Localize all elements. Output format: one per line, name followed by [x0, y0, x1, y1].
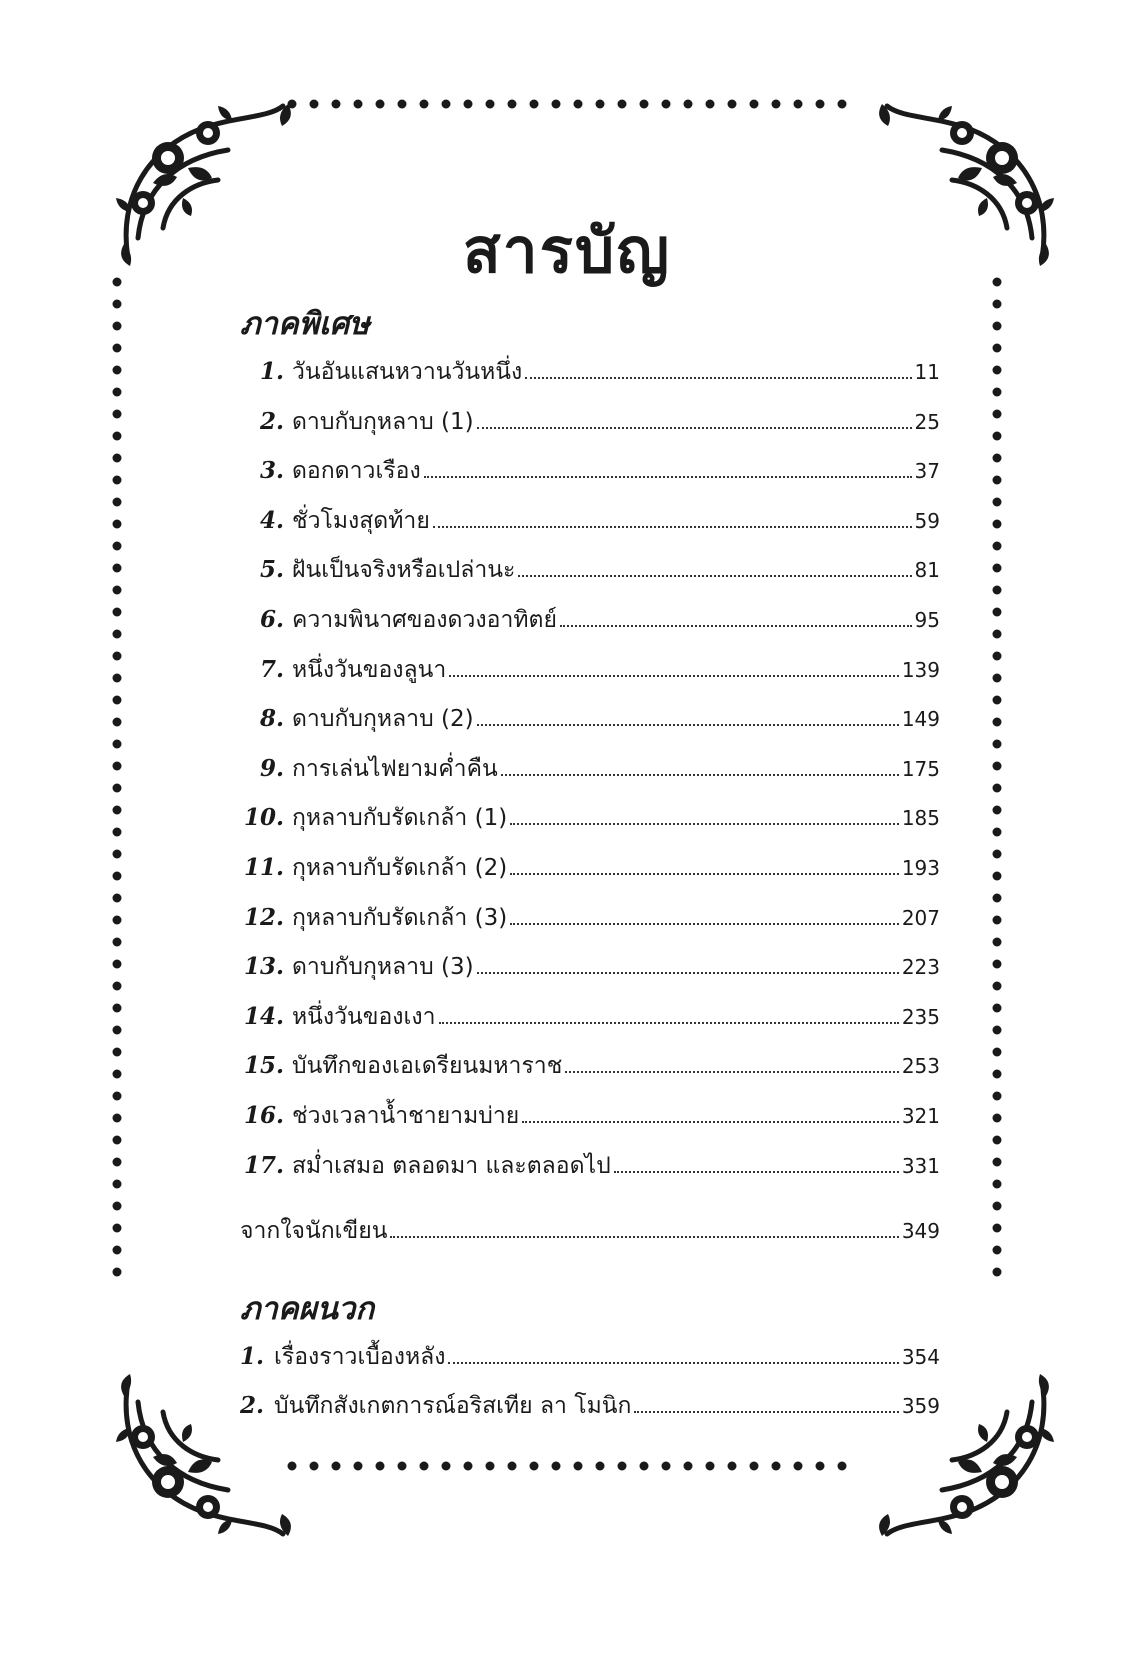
toc-entry-number: 1.	[240, 1342, 265, 1370]
frame-dot	[993, 344, 1002, 353]
dot-leader	[424, 475, 912, 478]
toc-entry-title: หนึ่งวันของเงา	[292, 1003, 436, 1030]
frame-dot	[993, 1048, 1002, 1057]
toc-entry-number: 17.	[243, 1151, 284, 1179]
toc-entry-page: 37	[914, 459, 940, 484]
frame-dot	[993, 410, 1002, 419]
frame-dot	[113, 740, 122, 749]
frame-dot	[113, 872, 122, 881]
toc-entry-page: 185	[901, 806, 940, 831]
frame-dot	[113, 1070, 122, 1079]
frame-dot	[993, 850, 1002, 859]
frame-dot	[993, 740, 1002, 749]
frame-dot	[993, 938, 1002, 947]
frame-dot	[662, 100, 671, 109]
frame-dot	[486, 100, 495, 109]
frame-dot	[310, 1462, 319, 1471]
frame-dot	[376, 1462, 385, 1471]
frame-dot	[310, 100, 319, 109]
toc-entry[interactable]	[240, 652, 940, 702]
toc-entry-number: 16.	[243, 1101, 284, 1129]
frame-dot	[113, 630, 122, 639]
toc-entry-title: กุหลาบกับรัดเกล้า (1)	[292, 805, 508, 832]
toc-entry-number: 5.	[259, 556, 284, 584]
toc-entry-title: วันอันแสนหวานวันหนึ่ง	[292, 359, 523, 385]
toc-entry[interactable]	[240, 999, 940, 1049]
frame-dot	[574, 100, 583, 109]
frame-dot	[464, 100, 473, 109]
frame-dot	[993, 806, 1002, 815]
dot-leader	[477, 971, 899, 974]
frame-dot	[113, 410, 122, 419]
frame-dot	[113, 1026, 122, 1035]
frame-dot	[772, 1462, 781, 1471]
frame-dot	[113, 586, 122, 595]
dot-leader	[510, 922, 899, 925]
frame-dot	[816, 1462, 825, 1471]
toc-entry[interactable]	[240, 751, 940, 801]
frame-dot	[420, 1462, 429, 1471]
dot-leader	[390, 1235, 898, 1238]
frame-dot	[113, 542, 122, 551]
toc-entry-page: 139	[901, 657, 940, 682]
toc-entry-title: ดาบกับกุหลาบ (2)	[292, 706, 474, 733]
frame-dot	[486, 1462, 495, 1471]
frame-dot	[113, 1136, 122, 1145]
frame-dot	[113, 1114, 122, 1123]
frame-dot	[113, 1158, 122, 1167]
toc-entry-title: บันทึกสังเกตการณ์อริสเทีย ลา โมนิก	[274, 1393, 632, 1420]
frame-dot	[993, 1114, 1002, 1123]
frame-dot	[993, 696, 1002, 705]
toc-entry-number: 3.	[259, 457, 284, 485]
toc-entry-number: 9.	[259, 754, 284, 782]
frame-dot	[993, 718, 1002, 727]
page-title: สารบัญ	[462, 213, 672, 287]
frame-dot	[838, 1462, 847, 1471]
frame-dot	[530, 1462, 539, 1471]
frame-dot	[750, 100, 759, 109]
frame-dot	[993, 1004, 1002, 1013]
dot-leader	[449, 674, 899, 677]
frame-dot	[838, 100, 847, 109]
frame-dot	[993, 762, 1002, 771]
frame-dot	[113, 564, 122, 573]
dot-leader	[433, 525, 912, 528]
frame-dot	[993, 1180, 1002, 1189]
dot-leader	[560, 624, 912, 627]
frame-dot	[728, 100, 737, 109]
frame-dot	[993, 1224, 1002, 1233]
toc-entry-number: 7.	[259, 655, 284, 683]
frame-dot	[113, 982, 122, 991]
special-section-list	[240, 354, 940, 1263]
frame-dot	[993, 916, 1002, 925]
frame-dot	[508, 100, 517, 109]
dot-leader	[518, 574, 911, 577]
frame-dot	[332, 1462, 341, 1471]
frame-dot	[398, 100, 407, 109]
frame-dot	[993, 300, 1002, 309]
frame-dot	[993, 498, 1002, 507]
frame-dot	[706, 1462, 715, 1471]
frame-dot	[618, 1462, 627, 1471]
frame-dot	[993, 454, 1002, 463]
frame-dot	[113, 850, 122, 859]
toc-entry-title: ดอกดาวเรือง	[292, 458, 421, 485]
frame-dot	[113, 498, 122, 507]
frame-dot	[113, 1246, 122, 1255]
toc-entry-number: 2.	[259, 407, 284, 435]
toc-entry-page: 349	[901, 1219, 940, 1244]
frame-dot	[993, 520, 1002, 529]
toc-entry-page: 354	[901, 1344, 940, 1369]
toc-entry[interactable]	[240, 949, 940, 999]
toc-entry-title: กุหลาบกับรัดเกล้า (3)	[292, 904, 508, 931]
toc-entry-title: ฝันเป็นจริงหรือเปล่านะ	[292, 557, 516, 584]
frame-dot	[993, 1136, 1002, 1145]
frame-dot	[113, 1048, 122, 1057]
toc-entry-title: ดาบกับกุหลาบ (1)	[292, 408, 474, 435]
toc-entry[interactable]	[240, 1148, 940, 1198]
frame-dot	[113, 696, 122, 705]
toc-entry-page: 235	[901, 1004, 940, 1029]
toc-entry-number: 10.	[243, 804, 284, 832]
frame-dot	[993, 542, 1002, 551]
dot-leader	[448, 1361, 898, 1364]
frame-dot	[706, 100, 715, 109]
toc-entry-number: 15.	[243, 1052, 284, 1080]
toc-entry[interactable]	[240, 1339, 940, 1389]
frame-dot	[113, 366, 122, 375]
toc-entry-page: 25	[914, 409, 940, 434]
frame-dot	[596, 1462, 605, 1471]
frame-dot	[113, 300, 122, 309]
frame-dot	[993, 1092, 1002, 1101]
toc-entry-page: 81	[914, 558, 940, 583]
frame-dot	[993, 872, 1002, 881]
frame-dot	[662, 1462, 671, 1471]
frame-dot	[816, 100, 825, 109]
toc-entry-number: 11.	[243, 853, 284, 881]
frame-dot	[993, 784, 1002, 793]
frame-dot	[113, 1180, 122, 1189]
frame-dot	[794, 1462, 803, 1471]
dot-leader	[565, 1070, 898, 1073]
toc-entry-title: ความพินาศของดวงอาทิตย์	[292, 606, 557, 633]
frame-dot	[993, 608, 1002, 617]
section-heading-appendix: ภาคผนวก	[240, 1290, 375, 1327]
frame-dot	[442, 1462, 451, 1471]
frame-dot	[113, 322, 122, 331]
frame-dot	[113, 718, 122, 727]
frame-dot	[993, 894, 1002, 903]
toc-entry-number: 8.	[259, 705, 284, 733]
frame-dot	[113, 476, 122, 485]
toc-entry-title: การเล่นไฟยามค่ำคืน	[292, 755, 498, 782]
frame-dot	[993, 366, 1002, 375]
section-heading-special: ภาคพิเศษ	[240, 306, 370, 342]
frame-dot	[354, 100, 363, 109]
frame-dot	[354, 1462, 363, 1471]
frame-dot	[794, 100, 803, 109]
toc-entry-number: 1.	[259, 358, 284, 385]
frame-dot	[113, 894, 122, 903]
dot-leader	[510, 822, 899, 825]
toc-entry-page: 175	[901, 756, 940, 781]
frame-dot	[113, 652, 122, 661]
frame-dot	[993, 1070, 1002, 1079]
dot-leader	[477, 426, 912, 429]
toc-entry[interactable]	[240, 1048, 940, 1098]
frame-dot	[993, 960, 1002, 969]
toc-entry[interactable]	[240, 1098, 940, 1148]
toc-entry-page: 359	[901, 1394, 940, 1419]
dot-leader	[614, 1170, 899, 1173]
frame-dot	[993, 564, 1002, 573]
dot-leader	[501, 773, 899, 776]
spacer	[240, 1197, 940, 1213]
toc-entry[interactable]	[240, 503, 940, 553]
toc-entry-title: ชั่วโมงสุดท้าย	[292, 507, 430, 534]
toc-entry-number: 4.	[259, 506, 284, 534]
frame-dot	[332, 100, 341, 109]
frame-dot	[640, 100, 649, 109]
toc-entry-number: 14.	[243, 1002, 284, 1030]
toc-entry[interactable]	[240, 1388, 940, 1438]
frame-dot	[420, 100, 429, 109]
dot-leader	[522, 1120, 899, 1123]
frame-dot	[508, 1462, 517, 1471]
frame-dot	[574, 1462, 583, 1471]
toc-entry-title: สม่ำเสมอ ตลอดมา และตลอดไป	[292, 1152, 611, 1179]
frame-dot	[113, 916, 122, 925]
dot-leader	[439, 1021, 899, 1024]
dot-leader	[634, 1410, 898, 1413]
frame-dot	[993, 630, 1002, 639]
frame-dot	[113, 1004, 122, 1013]
appendix-section	[240, 1285, 940, 1438]
toc-entry-title: กุหลาบกับรัดเกล้า (2)	[292, 854, 508, 881]
toc-entry[interactable]	[240, 453, 940, 503]
toc-entry[interactable]	[240, 354, 940, 404]
toc-entry-number: 13.	[243, 953, 284, 981]
frame-dot	[993, 432, 1002, 441]
toc-entry[interactable]	[240, 701, 940, 751]
frame-dot	[376, 100, 385, 109]
toc-entry-number: 2.	[240, 1392, 265, 1420]
frame-dot	[993, 1268, 1002, 1277]
frame-dot	[113, 608, 122, 617]
frame-dot	[113, 828, 122, 837]
frame-dot	[750, 1462, 759, 1471]
toc-entry[interactable]	[240, 602, 940, 652]
frame-dot	[993, 476, 1002, 485]
toc-entry-title: ช่วงเวลาน้ำชายามบ่าย	[292, 1102, 520, 1129]
toc-entry-title: จากใจนักเขียน	[240, 1218, 388, 1245]
toc-entry-page: 253	[901, 1054, 940, 1079]
frame-dot	[552, 1462, 561, 1471]
frame-dot	[993, 1202, 1002, 1211]
toc-entry-afterword[interactable]	[240, 1213, 940, 1263]
toc-entry-number: 6.	[259, 605, 284, 633]
frame-dot	[728, 1462, 737, 1471]
toc-entry-page: 11	[914, 360, 940, 384]
frame-dot	[398, 1462, 407, 1471]
toc-entry-page: 331	[901, 1153, 940, 1178]
toc-entry[interactable]	[240, 552, 940, 602]
frame-dot	[530, 100, 539, 109]
frame-dot	[113, 806, 122, 815]
toc-entry-title: ดาบกับกุหลาบ (3)	[292, 954, 474, 981]
frame-dot	[993, 652, 1002, 661]
table-of-contents	[240, 300, 940, 1438]
frame-dot	[993, 828, 1002, 837]
frame-dot	[113, 1268, 122, 1277]
toc-entry-page: 59	[914, 508, 940, 533]
toc-entry[interactable]	[240, 900, 940, 950]
frame-dot	[993, 586, 1002, 595]
toc-entry-page: 193	[901, 855, 940, 880]
frame-dot	[684, 1462, 693, 1471]
toc-entry-number: 12.	[243, 903, 284, 931]
frame-dot	[464, 1462, 473, 1471]
toc-entry-page: 321	[901, 1103, 940, 1128]
frame-dot	[113, 1202, 122, 1211]
frame-dot	[772, 100, 781, 109]
frame-dot	[113, 454, 122, 463]
appendix-list	[240, 1339, 940, 1438]
frame-dot	[993, 322, 1002, 331]
dot-leader	[477, 723, 899, 726]
toc-entry[interactable]	[240, 800, 940, 850]
toc-entry[interactable]	[240, 404, 940, 454]
frame-dot	[113, 388, 122, 397]
frame-dot	[684, 100, 693, 109]
frame-dot	[113, 1092, 122, 1101]
frame-dot	[113, 520, 122, 529]
frame-dot	[113, 784, 122, 793]
frame-dot	[113, 432, 122, 441]
frame-dot	[993, 1246, 1002, 1255]
frame-dot	[113, 938, 122, 947]
frame-dot	[113, 1224, 122, 1233]
toc-entry-title: หนึ่งวันของลูนา	[292, 656, 447, 683]
frame-dot	[993, 388, 1002, 397]
frame-dot	[113, 960, 122, 969]
dot-leader	[510, 872, 899, 875]
toc-entry[interactable]	[240, 850, 940, 900]
frame-dot	[113, 762, 122, 771]
toc-entry-title: เรื่องราวเบื้องหลัง	[274, 1343, 446, 1370]
frame-dot	[618, 100, 627, 109]
toc-entry-page: 207	[901, 905, 940, 930]
frame-dot	[113, 344, 122, 353]
toc-entry-page: 223	[901, 955, 940, 980]
frame-dot	[442, 100, 451, 109]
frame-dot	[596, 100, 605, 109]
frame-dot	[993, 1158, 1002, 1167]
frame-dot	[993, 674, 1002, 683]
toc-entry-page: 149	[901, 707, 940, 732]
dot-leader	[525, 376, 911, 379]
frame-dot	[113, 674, 122, 683]
frame-dot	[552, 100, 561, 109]
frame-dot	[993, 1026, 1002, 1035]
toc-entry-title: บันทึกของเอเดรียนมหาราช	[292, 1053, 563, 1080]
toc-entry-page: 95	[914, 607, 940, 632]
frame-dot	[993, 982, 1002, 991]
frame-dot	[640, 1462, 649, 1471]
